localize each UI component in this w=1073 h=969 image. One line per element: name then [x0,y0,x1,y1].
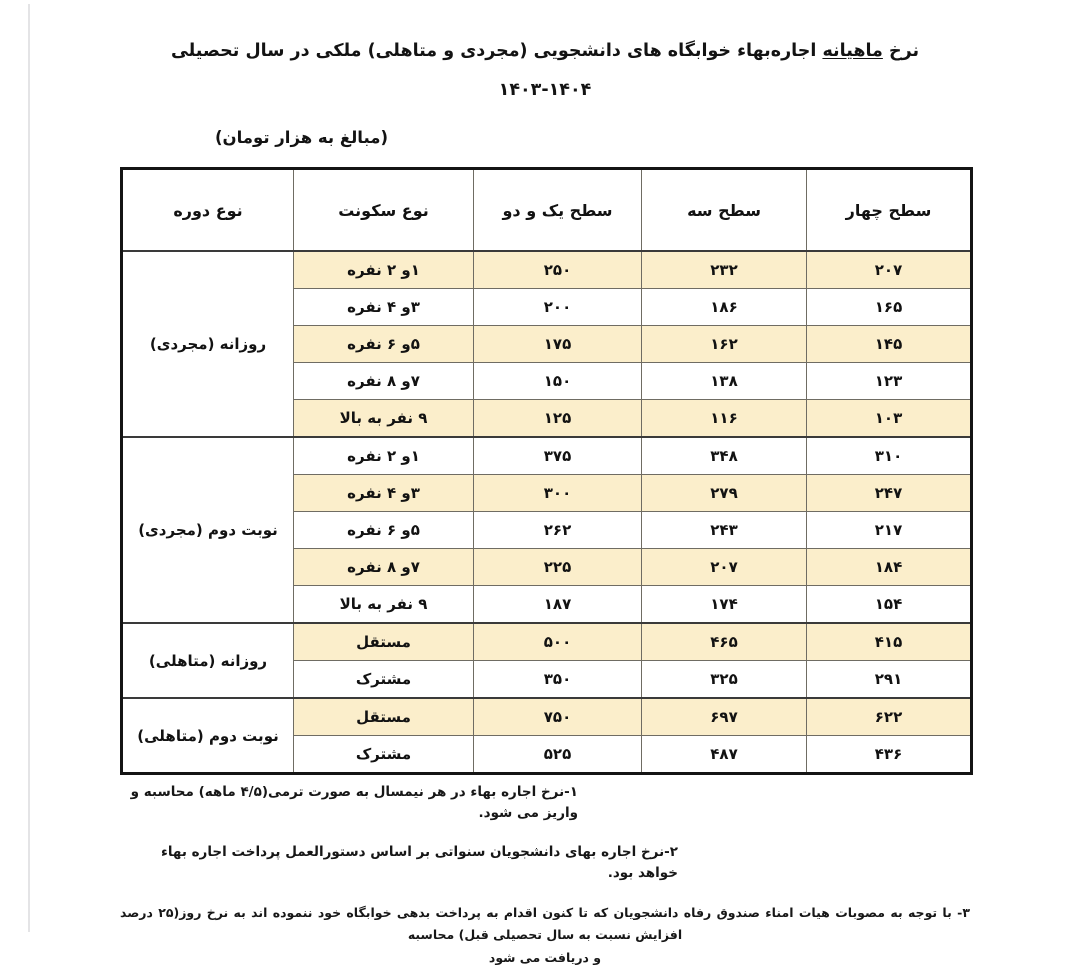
cell-level-one-two: ۱۵۰ [474,363,642,400]
title-underlined-word: ماهیانه [822,41,883,61]
cell-level-three: ۱۸۶ [642,289,807,326]
cell-residence-type: ۱و ۲ نفره [294,437,474,475]
cell-level-three: ۱۷۴ [642,586,807,624]
cell-level-three: ۱۱۶ [642,400,807,438]
footnote-3 [120,902,970,969]
cell-level-three: ۳۴۸ [642,437,807,475]
cell-level-four: ۲۹۱ [807,661,972,699]
cell-level-one-two: ۳۵۰ [474,661,642,699]
cell-level-four: ۱۸۴ [807,549,972,586]
column-header-period-type: نوع دوره [122,169,294,252]
footnote-3-main: ۳- با توجه به مصوبات هیات امناء صندوق رفاه دانشجویان که تا کنون اقدام به پرداخت بدهی خوابگاه خود ننموده اند به نرخ روز(۲۵ درصد افزایش نسبت به سال تحصیلی قبل) محاسبه [120,904,970,943]
cell-residence-type: ۷و ۸ نفره [294,363,474,400]
column-header-level-three: سطح سه [642,169,807,252]
title-suffix: اجاره‌بهاء خوابگاه های دانشجویی (مجردی و متاهلی) ملکی در سال تحصیلی [170,41,823,61]
cell-residence-type: ۳و ۴ نفره [294,289,474,326]
cell-level-four: ۲۱۷ [807,512,972,549]
cell-residence-type: ۵و ۶ نفره [294,512,474,549]
dormitory-rate-table [120,167,973,775]
cell-level-four: ۱۲۳ [807,363,972,400]
cell-level-one-two: ۱۸۷ [474,586,642,624]
cell-residence-type: مستقل [294,698,474,736]
cell-level-one-two: ۲۰۰ [474,289,642,326]
cell-residence-type: ۹ نفر به بالا [294,400,474,438]
cell-level-one-two: ۵۰۰ [474,623,642,661]
table-row [122,251,972,289]
cell-level-three: ۱۳۸ [642,363,807,400]
cell-period-type: روزانه (متاهلی) [122,623,294,698]
footnote-3-tail: و دریافت می شود [488,949,602,965]
cell-level-four: ۱۵۴ [807,586,972,624]
cell-level-four: ۱۰۳ [807,400,972,438]
footnotes [120,782,970,969]
cell-level-three: ۲۷۹ [642,475,807,512]
cell-level-four: ۲۴۷ [807,475,972,512]
cell-level-three: ۳۲۵ [642,661,807,699]
cell-level-three: ۲۰۷ [642,549,807,586]
cell-level-four: ۲۰۷ [807,251,972,289]
cell-residence-type: ۹ نفر به بالا [294,586,474,624]
title-block [120,42,970,100]
cell-level-three: ۴۸۷ [642,736,807,774]
footnote-2: ۲-نرخ اجاره بهای دانشجویان سنواتی بر اساس دستورالعمل پرداخت اجاره بهاء خواهد بود. [160,843,678,881]
cell-level-one-two: ۵۲۵ [474,736,642,774]
cell-level-four: ۶۲۲ [807,698,972,736]
units-note: (مبالغ به هزار تومان) [214,128,388,147]
column-header-level-one-two: سطح یک و دو [474,169,642,252]
cell-residence-type: مشترک [294,661,474,699]
table-body [122,251,972,774]
column-header-level-four: سطح چهار [807,169,972,252]
header-row [122,169,972,252]
cell-residence-type: ۳و ۴ نفره [294,475,474,512]
cell-level-three: ۶۹۷ [642,698,807,736]
cell-level-one-two: ۳۷۵ [474,437,642,475]
column-header-residence-type: نوع سکونت [294,169,474,252]
cell-level-three: ۲۳۲ [642,251,807,289]
cell-level-four: ۴۱۵ [807,623,972,661]
cell-period-type: نوبت دوم (متاهلی) [122,698,294,774]
cell-residence-type: مشترک [294,736,474,774]
cell-level-four: ۱۶۵ [807,289,972,326]
cell-level-three: ۱۶۲ [642,326,807,363]
title-prefix: نرخ [882,41,920,61]
cell-level-four: ۳۱۰ [807,437,972,475]
cell-residence-type: ۷و ۸ نفره [294,549,474,586]
cell-level-one-two: ۱۷۵ [474,326,642,363]
cell-level-one-two: ۳۰۰ [474,475,642,512]
cell-level-one-two: ۲۲۵ [474,549,642,586]
table-row [122,623,972,661]
cell-level-four: ۴۳۶ [807,736,972,774]
cell-level-three: ۴۶۵ [642,623,807,661]
cell-level-one-two: ۱۲۵ [474,400,642,438]
cell-level-one-two: ۷۵۰ [474,698,642,736]
cell-residence-type: ۱و ۲ نفره [294,251,474,289]
cell-residence-type: مستقل [294,623,474,661]
cell-period-type: نوبت دوم (مجردی) [122,437,294,623]
cell-level-one-two: ۲۵۰ [474,251,642,289]
table-row [122,698,972,736]
table-header [122,169,972,252]
table-row [122,437,972,475]
cell-residence-type: ۵و ۶ نفره [294,326,474,363]
footnote-1: ۱-نرخ اجاره بهاء در هر نیمسال به صورت ترمی(۴/۵ ماهه) محاسبه و واریز می شود. [130,784,578,821]
cell-level-one-two: ۲۶۲ [474,512,642,549]
cell-level-four: ۱۴۵ [807,326,972,363]
academic-year: ۱۴۰۳-۱۴۰۴ [498,80,592,101]
cell-period-type: روزانه (مجردی) [122,251,294,437]
page-title [120,42,970,60]
cell-level-three: ۲۴۳ [642,512,807,549]
